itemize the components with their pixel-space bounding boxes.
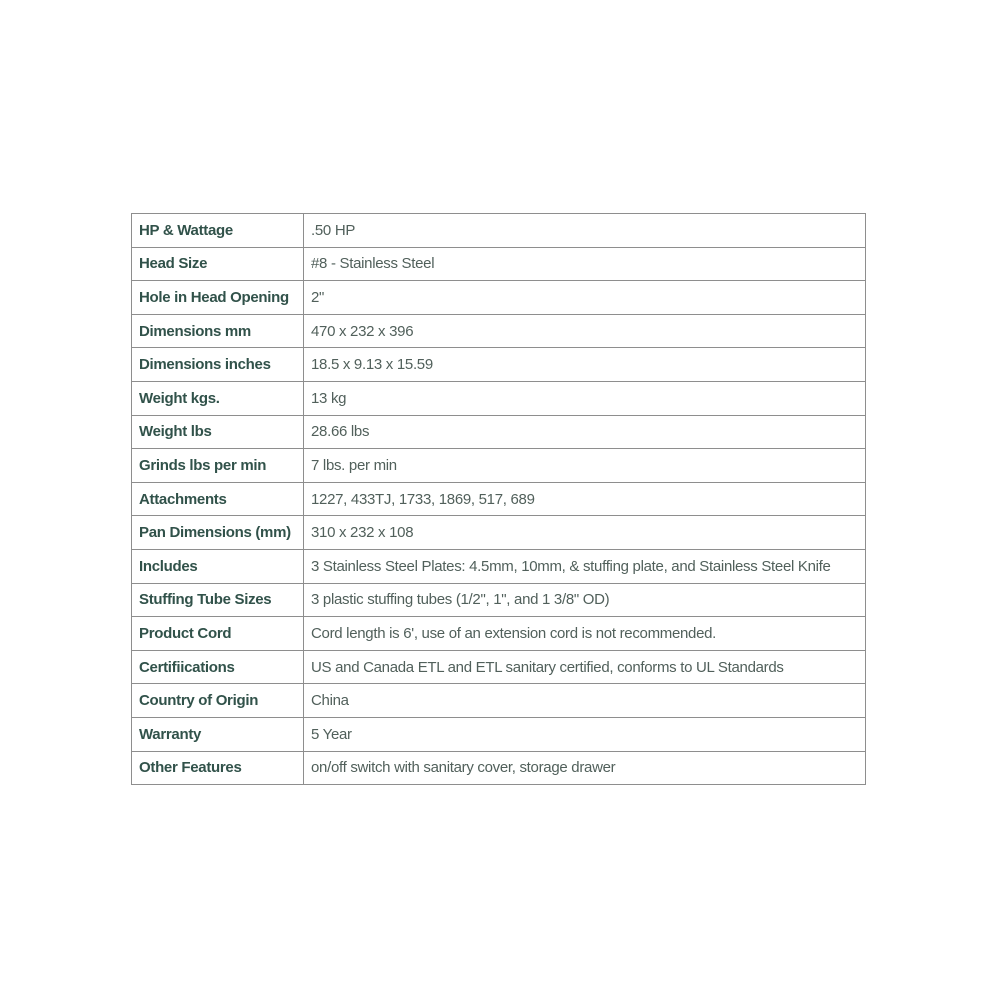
spec-label: Warranty <box>132 717 304 751</box>
spec-value: 13 kg <box>304 381 866 415</box>
spec-row <box>132 617 866 651</box>
spec-label: Weight kgs. <box>132 381 304 415</box>
spec-row <box>132 314 866 348</box>
spec-label: Weight lbs <box>132 415 304 449</box>
spec-row <box>132 214 866 248</box>
spec-value: 310 x 232 x 108 <box>304 516 866 550</box>
spec-value: 1227, 433TJ, 1733, 1869, 517, 689 <box>304 482 866 516</box>
spec-row <box>132 482 866 516</box>
spec-row <box>132 583 866 617</box>
spec-label: Other Features <box>132 751 304 785</box>
spec-value: 3 plastic stuffing tubes (1/2", 1", and 1 3/8" OD) <box>304 583 866 617</box>
spec-row <box>132 751 866 785</box>
spec-row <box>132 449 866 483</box>
spec-label: Country of Origin <box>132 684 304 718</box>
spec-value: 2" <box>304 281 866 315</box>
spec-value: 28.66 lbs <box>304 415 866 449</box>
spec-label: Pan Dimensions (mm) <box>132 516 304 550</box>
spec-label: Hole in Head Opening <box>132 281 304 315</box>
spec-row <box>132 684 866 718</box>
spec-label: Includes <box>132 549 304 583</box>
spec-label: Attachments <box>132 482 304 516</box>
spec-value: .50 HP <box>304 214 866 248</box>
spec-value: 3 Stainless Steel Plates: 4.5mm, 10mm, & stuffing plate, and Stainless Steel Knife <box>304 549 866 583</box>
spec-label: Stuffing Tube Sizes <box>132 583 304 617</box>
spec-row <box>132 415 866 449</box>
spec-value: US and Canada ETL and ETL sanitary certified, conforms to UL Standards <box>304 650 866 684</box>
spec-label: Product Cord <box>132 617 304 651</box>
spec-label: Grinds lbs per min <box>132 449 304 483</box>
spec-value: 470 x 232 x 396 <box>304 314 866 348</box>
spec-row <box>132 650 866 684</box>
spec-value: 7 lbs. per min <box>304 449 866 483</box>
spec-value: on/off switch with sanitary cover, storage drawer <box>304 751 866 785</box>
spec-row <box>132 516 866 550</box>
product-spec-table <box>131 213 866 785</box>
spec-label: Certifiications <box>132 650 304 684</box>
spec-label: HP & Wattage <box>132 214 304 248</box>
spec-row <box>132 247 866 281</box>
spec-row <box>132 348 866 382</box>
spec-label: Dimensions inches <box>132 348 304 382</box>
spec-label: Dimensions mm <box>132 314 304 348</box>
spec-value: #8 - Stainless Steel <box>304 247 866 281</box>
spec-row <box>132 381 866 415</box>
spec-table-body <box>132 214 866 785</box>
spec-row <box>132 549 866 583</box>
spec-value: Cord length is 6', use of an extension cord is not recommended. <box>304 617 866 651</box>
spec-value: China <box>304 684 866 718</box>
spec-label: Head Size <box>132 247 304 281</box>
spec-row <box>132 717 866 751</box>
spec-row <box>132 281 866 315</box>
spec-value: 18.5 x 9.13 x 15.59 <box>304 348 866 382</box>
spec-value: 5 Year <box>304 717 866 751</box>
